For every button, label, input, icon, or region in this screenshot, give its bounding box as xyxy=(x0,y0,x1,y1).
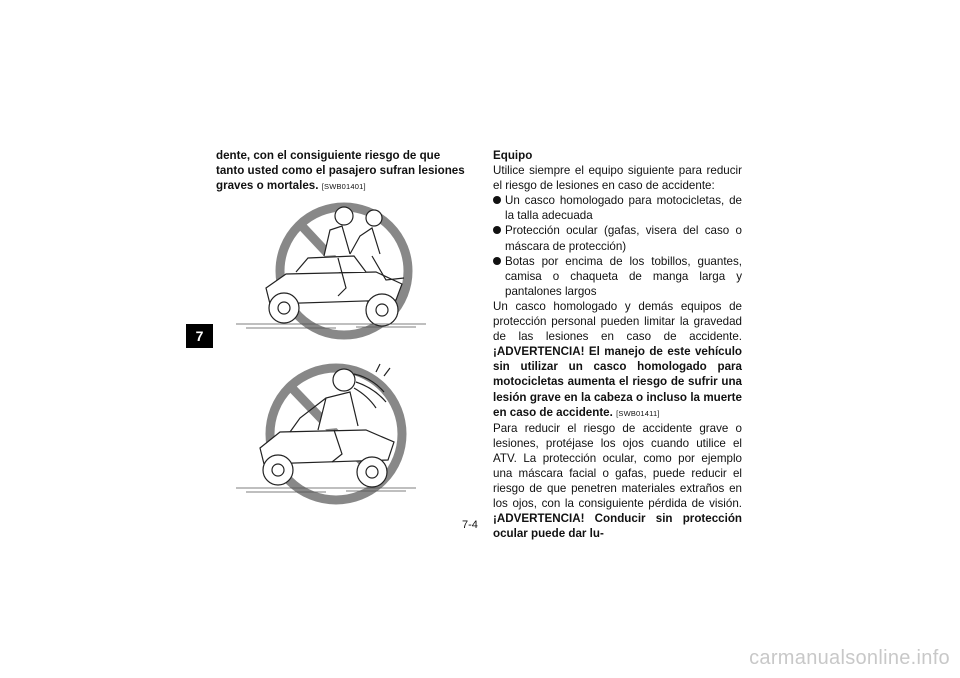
section-heading: Equipo xyxy=(493,149,533,162)
list-item: Un casco homologado para motocicletas, de la talla adecuada xyxy=(493,193,742,223)
warning-code: [SWB01411] xyxy=(616,408,660,418)
helmet-text: Un casco homologado y demás equipos de protección personal pueden limitar la gravedad de las lesiones en caso de accidente. xyxy=(493,299,742,344)
left-column xyxy=(216,148,466,194)
page-number: 7-4 xyxy=(462,519,478,531)
atv-passenger-prohibited-illustration xyxy=(226,196,436,346)
left-paragraph-text: dente, con el consiguiente riesgo de que tanto usted como el pasajero sufran lesiones graves o mortales. xyxy=(216,149,465,193)
helmet-paragraph xyxy=(493,299,742,421)
equipment-list xyxy=(493,193,742,299)
eye-protection-text: Para reducir el riesgo de accidente grave o lesiones, protéjase los ojos cuando utilice el ATV. La protección ocular, como por ejemplo una máscara facial o gafas, puede reducir el riesgo de que penetren materiales extraños en los ojos, con la consiguiente pérdida de visión. xyxy=(493,421,742,511)
chapter-tab: 7 xyxy=(186,324,213,348)
list-item: Protección ocular (gafas, visera del caso o máscara de protección) xyxy=(493,223,742,253)
watermark: carmanualsonline.info xyxy=(749,647,950,669)
eye-protection-paragraph xyxy=(493,421,742,542)
eye-protection-warning: ¡ADVERTENCIA! Conducir sin protección ocular puede dar lu- xyxy=(493,512,742,541)
left-paragraph xyxy=(216,148,466,194)
list-item: Botas por encima de los tobillos, guantes, camisa o chaqueta de manga larga y pantalones largos xyxy=(493,254,742,299)
warning-code: [SWB01401] xyxy=(321,182,366,192)
right-column xyxy=(493,148,742,541)
intro-paragraph: Utilice siempre el equipo siguiente para reducir el riesgo de lesiones en caso de accidente: xyxy=(493,164,742,193)
atv-no-eye-protection-prohibited-illustration xyxy=(226,352,426,510)
helmet-warning: ¡ADVERTENCIA! El manejo de este vehículo sin utilizar un casco homologado para motocicletas aumenta el riesgo de sufrir una lesión grave en la cabeza o incluso la muerte en caso de accidente. xyxy=(493,345,742,419)
